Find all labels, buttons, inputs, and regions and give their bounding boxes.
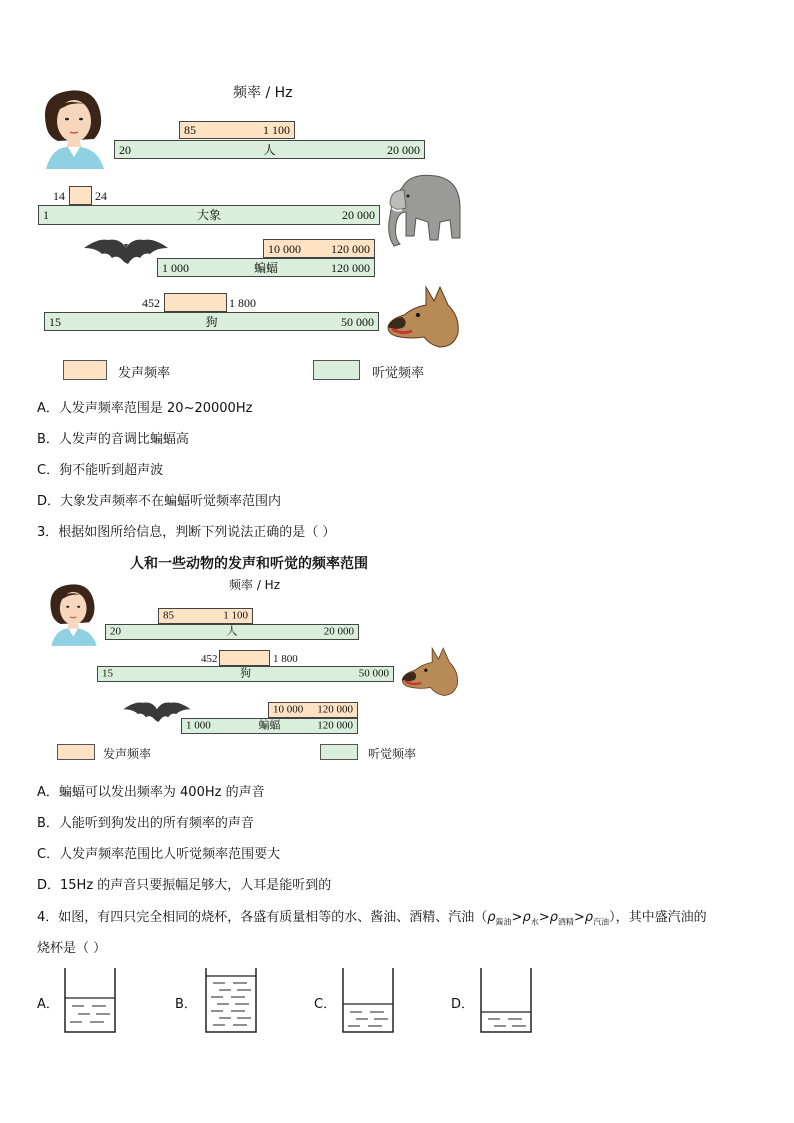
bat-voice-bar xyxy=(263,239,375,258)
legend-voice-label: 发声频率 xyxy=(118,366,171,381)
bat-voice-low: 10 000 xyxy=(268,241,301,256)
q3-dog-voice-high: 1 800 xyxy=(273,653,298,665)
q3-bat-label: 蝙蝠 xyxy=(258,719,281,732)
q3-legend-hear-swatch xyxy=(320,744,358,760)
q3-human-hear-low: 20 xyxy=(110,625,121,638)
elephant-hear-high: 20 000 xyxy=(342,208,375,222)
gt-symbol: > xyxy=(511,910,523,925)
beaker-label-b: B． xyxy=(175,997,197,1012)
q3-legend-voice-label: 发声频率 xyxy=(103,747,152,761)
q3-dog-label: 狗 xyxy=(240,667,251,680)
elephant-voice-low: 14 xyxy=(53,189,65,203)
woman-illustration xyxy=(38,85,112,169)
q4-stem-line2: 烧杯是（ ） xyxy=(37,941,107,956)
human-voice-high: 1 100 xyxy=(263,123,290,137)
bat-hear-high: 120 000 xyxy=(331,260,370,275)
q3-human-voice-bar xyxy=(158,608,253,624)
q3-bat-hear-bar xyxy=(181,718,358,734)
rho-symbol: ρ xyxy=(522,910,531,925)
rho-symbol: ρ xyxy=(549,910,558,925)
rho-sub-soy: 酱油 xyxy=(495,917,512,927)
elephant-voice-high: 24 xyxy=(95,189,107,203)
bat-voice-high: 120 000 xyxy=(331,241,370,256)
rho-sub-water: 水 xyxy=(530,917,539,927)
dog-hear-high: 50 000 xyxy=(341,314,374,329)
bat-hear-bar xyxy=(157,258,375,277)
legend-hear-swatch xyxy=(313,360,360,380)
q4-stem-line1 xyxy=(37,906,707,928)
rho-sub-alcohol: 酒精 xyxy=(557,917,574,927)
rho-symbol: ρ xyxy=(584,910,594,925)
elephant-label: 大象 xyxy=(196,208,222,222)
q2-option-b: B．人发声的音调比蝙蝠高 xyxy=(37,432,189,447)
q3-bat-hear-low: 1 000 xyxy=(186,719,211,732)
beaker-d xyxy=(480,968,532,1034)
q3-human-voice-low: 85 xyxy=(163,609,174,622)
elephant-hear-low: 1 xyxy=(43,208,49,222)
q2-option-c: C．狗不能听到超声波 xyxy=(37,463,164,478)
q3-human-voice-high: 1 100 xyxy=(223,609,248,622)
bat-label: 蝙蝠 xyxy=(253,260,279,275)
dog-hear-bar xyxy=(44,312,379,331)
dog-illustration-2 xyxy=(396,645,462,697)
human-hear-low: 20 xyxy=(119,142,131,157)
q4-stem-part-b: ），其中盛汽油的 xyxy=(609,910,707,925)
woman-illustration-2 xyxy=(45,578,103,648)
dog-label: 狗 xyxy=(205,314,218,329)
elephant-hear-bar xyxy=(38,205,380,225)
human-voice-bar xyxy=(179,121,295,139)
legend-hear-label: 听觉频率 xyxy=(372,366,425,381)
q3-axis-title: 频率 / Hz xyxy=(229,578,280,592)
gt-symbol: > xyxy=(573,910,585,925)
q3-human-hear-high: 20 000 xyxy=(323,625,354,638)
human-hear-bar xyxy=(114,140,425,159)
elephant-voice-bar xyxy=(69,186,92,205)
q3-dog-voice-bar xyxy=(219,650,270,666)
q3-option-d: D．15Hz 的声音只要振幅足够大，人耳是能听到的 xyxy=(37,878,332,893)
human-label: 人 xyxy=(263,142,276,157)
q2-option-d: D．大象发声频率不在蝙蝠听觉频率范围内 xyxy=(37,494,282,509)
q3-bat-hear-high: 120 000 xyxy=(317,719,353,732)
q3-bat-voice-high: 120 000 xyxy=(317,703,353,716)
bat-hear-low: 1 000 xyxy=(162,260,189,275)
dog-voice-bar xyxy=(164,293,227,312)
q3-option-b: B．人能听到狗发出的所有频率的声音 xyxy=(37,816,254,831)
q3-human-hear-bar xyxy=(105,624,359,640)
q3-legend-voice-swatch xyxy=(57,744,95,760)
dog-illustration xyxy=(382,283,462,349)
q3-dog-hear-bar xyxy=(97,666,394,682)
legend-voice-swatch xyxy=(63,360,107,380)
axis-title: 频率 / Hz xyxy=(233,85,293,101)
dog-hear-low: 15 xyxy=(49,314,61,329)
q3-figure-title: 人和一些动物的发声和听觉的频率范围 xyxy=(130,556,368,572)
q3-human-label: 人 xyxy=(226,625,238,638)
elephant-illustration xyxy=(380,168,464,250)
q3-bat-voice-bar xyxy=(268,702,358,718)
beaker-a xyxy=(64,968,116,1034)
human-hear-high: 20 000 xyxy=(387,142,420,157)
dog-voice-high: 1 800 xyxy=(229,296,256,310)
q3-stem: 3．根据如图所给信息，判断下列说法正确的是（ ） xyxy=(37,525,336,540)
q3-bat-voice-low: 10 000 xyxy=(273,703,304,716)
human-voice-low: 85 xyxy=(184,123,196,137)
q3-option-a: A．蝙蝠可以发出频率为 400Hz 的声音 xyxy=(37,785,265,800)
q3-dog-hear-low: 15 xyxy=(102,667,113,680)
q2-option-a: A．人发声频率范围是 20~20000Hz xyxy=(37,401,253,416)
rho-sub-gasoline: 汽油 xyxy=(593,917,610,927)
dog-voice-low: 452 xyxy=(142,296,160,310)
q3-dog-voice-low: 452 xyxy=(201,653,218,665)
beaker-label-c: C． xyxy=(314,997,337,1012)
rho-symbol: ρ xyxy=(487,910,496,925)
beaker-b xyxy=(205,968,257,1034)
gt-symbol: > xyxy=(538,910,550,925)
q3-dog-hear-high: 50 000 xyxy=(358,667,389,680)
q3-legend-hear-label: 听觉频率 xyxy=(368,747,417,761)
beaker-label-d: D． xyxy=(451,997,475,1012)
beaker-c xyxy=(342,968,394,1034)
beaker-label-a: A． xyxy=(37,997,59,1012)
q4-stem-part-a: 4．如图，有四只完全相同的烧杯，各盛有质量相等的水、酱油、酒精、汽油（ xyxy=(37,910,488,925)
q3-option-c: C．人发声频率范围比人听觉频率范围要大 xyxy=(37,847,281,862)
